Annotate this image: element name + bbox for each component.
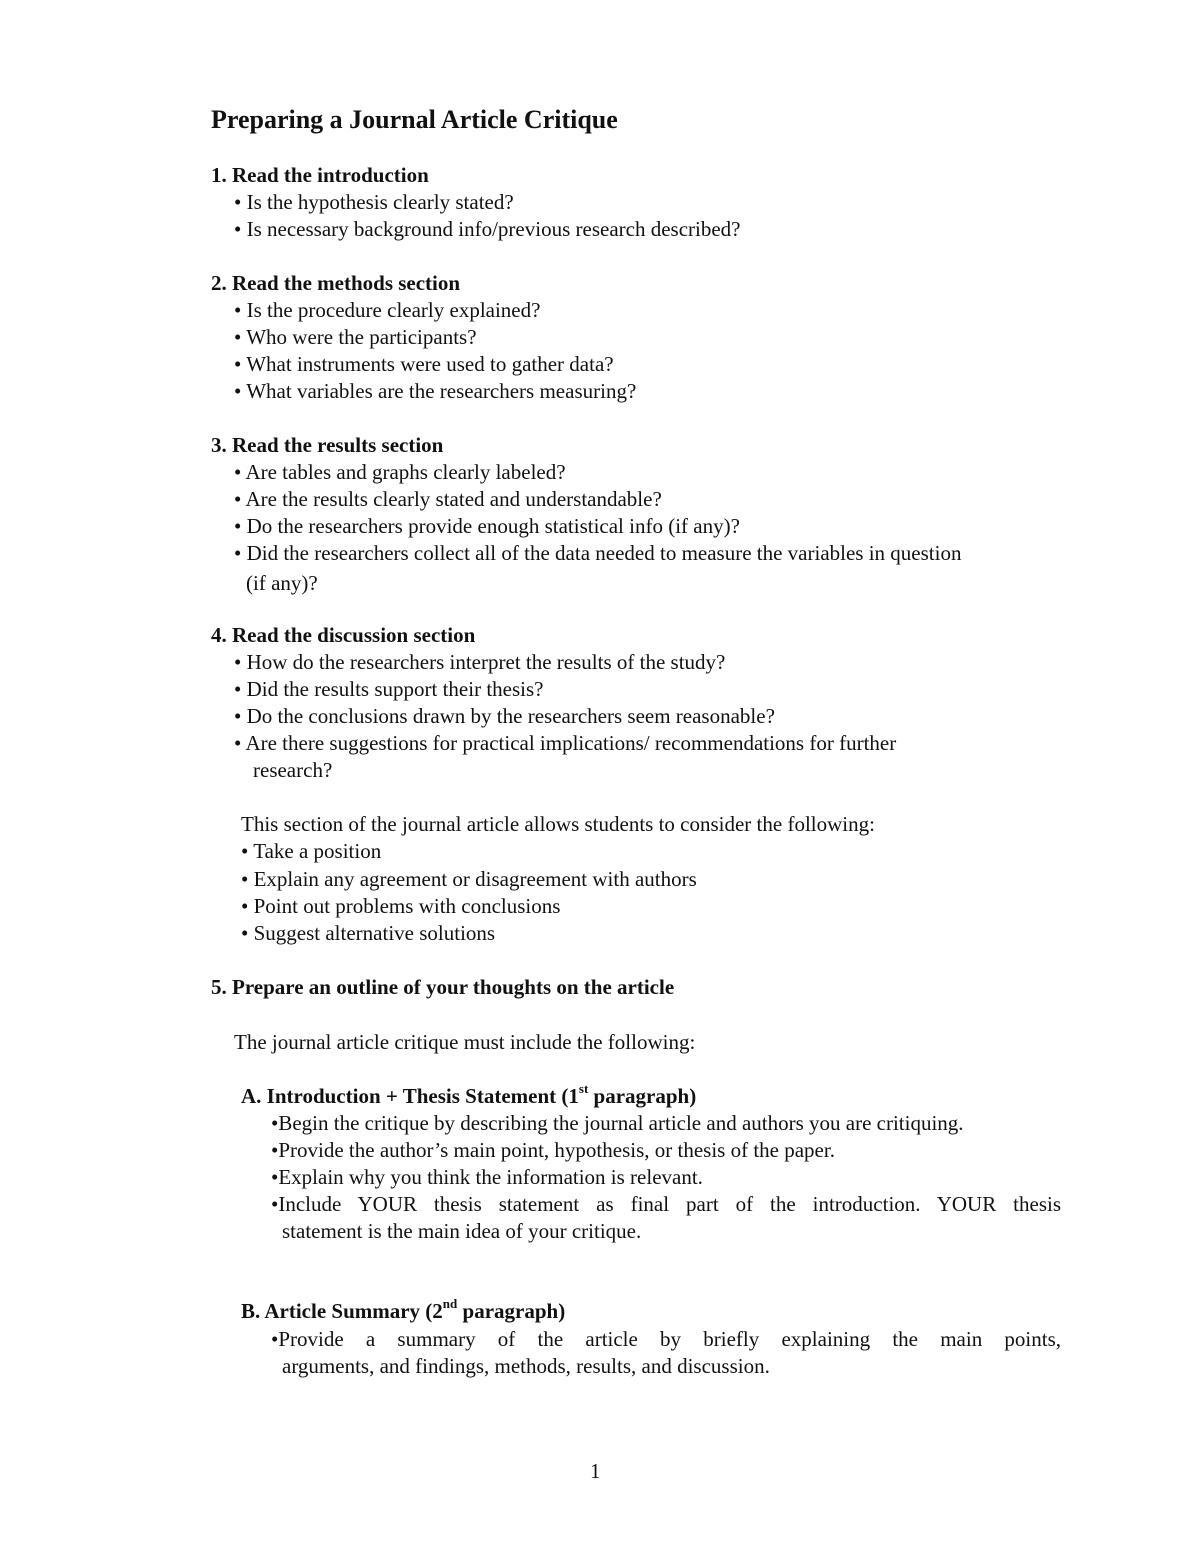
bullet-item: •Provide the author’s main point, hypothesis, or thesis of the paper. xyxy=(271,1138,835,1162)
bullet-continuation: research? xyxy=(253,758,333,782)
bullet-item: • Did the researchers collect all of the data needed to measure the variables in question xyxy=(234,541,962,565)
bullet-item: •Provide a summary of the article by briefly explaining the main points, xyxy=(271,1327,1061,1351)
subsection-heading-a: A. Introduction + Thesis Statement (1st paragraph) xyxy=(241,1081,697,1108)
bullet-item: • Explain any agreement or disagreement with authors xyxy=(241,867,697,891)
bullet-item: • Do the researchers provide enough statistical info (if any)? xyxy=(234,514,740,538)
bullet-item: • Suggest alternative solutions xyxy=(241,921,496,945)
bullet-item: • What variables are the researchers measuring? xyxy=(234,379,637,403)
bullet-continuation: (if any)? xyxy=(246,571,318,595)
section-heading: 2. Read the methods section xyxy=(211,271,461,295)
subsection-heading-b: B. Article Summary (2nd paragraph) xyxy=(241,1296,566,1323)
bullet-item: • Is necessary background info/previous research described? xyxy=(234,217,741,241)
section-heading: 4. Read the discussion section xyxy=(211,623,476,647)
bullet-item: • Who were the participants? xyxy=(234,325,477,349)
bullet-item: • Are there suggestions for practical implications/ recommendations for further xyxy=(234,731,897,755)
section-heading: 5. Prepare an outline of your thoughts on the article xyxy=(211,975,675,999)
bullet-continuation: arguments, and findings, methods, results, and discussion. xyxy=(282,1354,770,1378)
bullet-item: • Are the results clearly stated and understandable? xyxy=(234,487,662,511)
bullet-item: • Did the results support their thesis? xyxy=(234,677,544,701)
section-note: This section of the journal article allows students to consider the following: xyxy=(241,812,875,836)
bullet-item: •Explain why you think the information is relevant. xyxy=(271,1165,703,1189)
bullet-item: • Are tables and graphs clearly labeled? xyxy=(234,460,566,484)
bullet-item: • Is the procedure clearly explained? xyxy=(234,298,541,322)
bullet-item: • Take a position xyxy=(241,839,382,863)
bullet-item: • Is the hypothesis clearly stated? xyxy=(234,190,514,214)
page-title: Preparing a Journal Article Critique xyxy=(211,105,618,134)
bullet-item: • Point out problems with conclusions xyxy=(241,894,561,918)
bullet-item: • How do the researchers interpret the results of the study? xyxy=(234,650,726,674)
bullet-continuation: statement is the main idea of your critique. xyxy=(282,1219,642,1243)
section-intro: The journal article critique must include the following: xyxy=(234,1030,696,1054)
bullet-item: • What instruments were used to gather data? xyxy=(234,352,614,376)
bullet-item: •Begin the critique by describing the journal article and authors you are critiquing. xyxy=(271,1111,964,1135)
bullet-item: •Include YOUR thesis statement as final part of the introduction. YOUR thesis xyxy=(271,1192,1061,1216)
page-number: 1 xyxy=(590,1459,601,1483)
bullet-item: • Do the conclusions drawn by the researchers seem reasonable? xyxy=(234,704,775,728)
section-heading: 3. Read the results section xyxy=(211,433,444,457)
section-heading: 1. Read the introduction xyxy=(211,163,429,187)
